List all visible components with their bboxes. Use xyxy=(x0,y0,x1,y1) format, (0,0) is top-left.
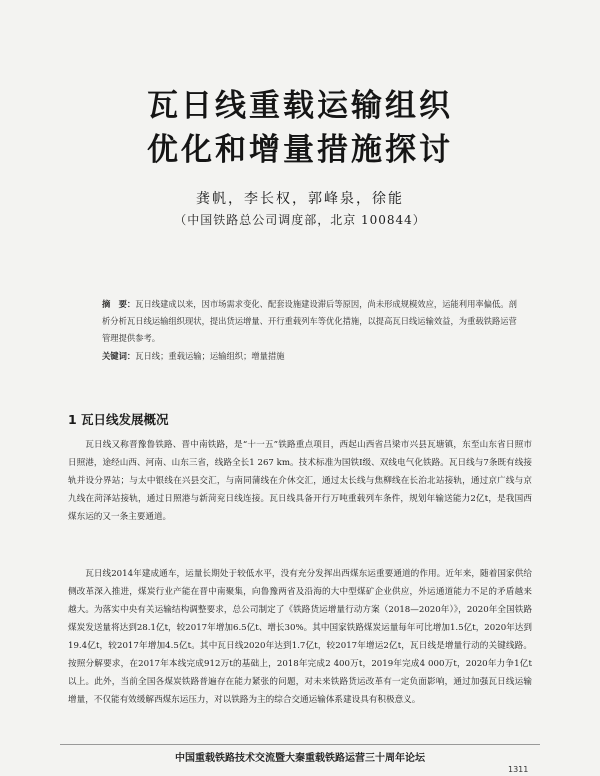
body-paragraph-1: 瓦日线又称晋豫鲁铁路、晋中南铁路，是“十一五”铁路重点项目，西起山西省吕梁市兴县瓦塘镇，东至山东省日照市日照港，途经山西、河南、山东三省，线路全长1 267 km。技术标准为国铁Ⅰ级、双线电气化铁路。瓦日线与7条既有线接轨并设分界站；与太中银线在兴县交汇，与南同蒲线在介休交汇，通过太长线与焦柳线在长治北站接轨，通过京广线与京九线在菏泽站接轨，通过日照港与新菏兖日线连接。瓦日线具备开行万吨重载列车条件，规划年输送能力2亿t，是我国西煤东运的又一条主要通道。 xyxy=(68,440,532,522)
page-number: 1311 xyxy=(508,765,529,774)
abstract xyxy=(102,296,520,347)
paper-title-line-2: 优化和增量措施探讨 xyxy=(147,132,453,168)
body-paragraph-2: 瓦日线2014年建成通车，运量长期处于较低水平，没有充分发挥出西煤东运重要通道的作用。近年来，随着国家供给侧改革深入推进，煤炭行业产能在晋中南聚集，向鲁豫两省及沿海的大中型煤矿企业供应，外运通道能力不足的矛盾越来越大。为落实中央有关运输结构调整要求，总公司制定了《铁路货运增量行动方案（2018—2020年）》，2020年全国铁路煤炭发送量将达到28.1亿t，较2017年增加6.5亿t、增长30%。其中国家铁路煤炭运量每年可比增加1.5亿t，2020年达到19.4亿t，较2017年增加4.5亿t。其中瓦日线2020年达到1.7亿t，较2017年增运2亿t，瓦日线是增量行动的关键线路。按照分解要求，在2017年本线完成912万t的基础上，2018年完成2 400万t，2019年完成4 000万t，2020年力争1亿t以上。此外，当前全国各煤炭铁路普遍存在能力紧张的问题，对未来铁路货运改革有一定负面影响，通过加强瓦日线运输增量，不仅能有效缓解西煤东运压力，对以铁路为主的综合交通运输体系建设具有积极意义。 xyxy=(68,569,532,705)
footer-divider xyxy=(60,744,540,745)
abstract-text: 瓦日线建成以来，因市场需求变化、配套设施建设滞后等原因，尚未形成规模效应，运能利用率偏低。剖析分析瓦日线运输组织现状，提出货运增量、开行重载列车等优化措施，以提高瓦日线运输效益，为重载铁路运营管理提供参考。 xyxy=(102,299,517,343)
conference-footer: 中国重载铁路技术交流暨大秦重载铁路运营三十周年论坛 xyxy=(175,753,425,764)
keywords xyxy=(102,348,520,365)
keywords-label: 关键词： xyxy=(102,351,136,361)
abstract-label: 摘 要： xyxy=(102,299,136,309)
paper-title-line-1: 瓦日线重载运输组织 xyxy=(147,88,453,124)
author-affiliation: （中国铁路总公司调度部，北京 100844） xyxy=(174,213,426,227)
keywords-text: 瓦日线；重载运输；运输组织；增量措施 xyxy=(135,351,285,361)
section-heading: 1 瓦日线发展概况 xyxy=(68,412,169,427)
author-list: 龚帆，李长权，郭峰泉，徐能 xyxy=(196,191,404,207)
